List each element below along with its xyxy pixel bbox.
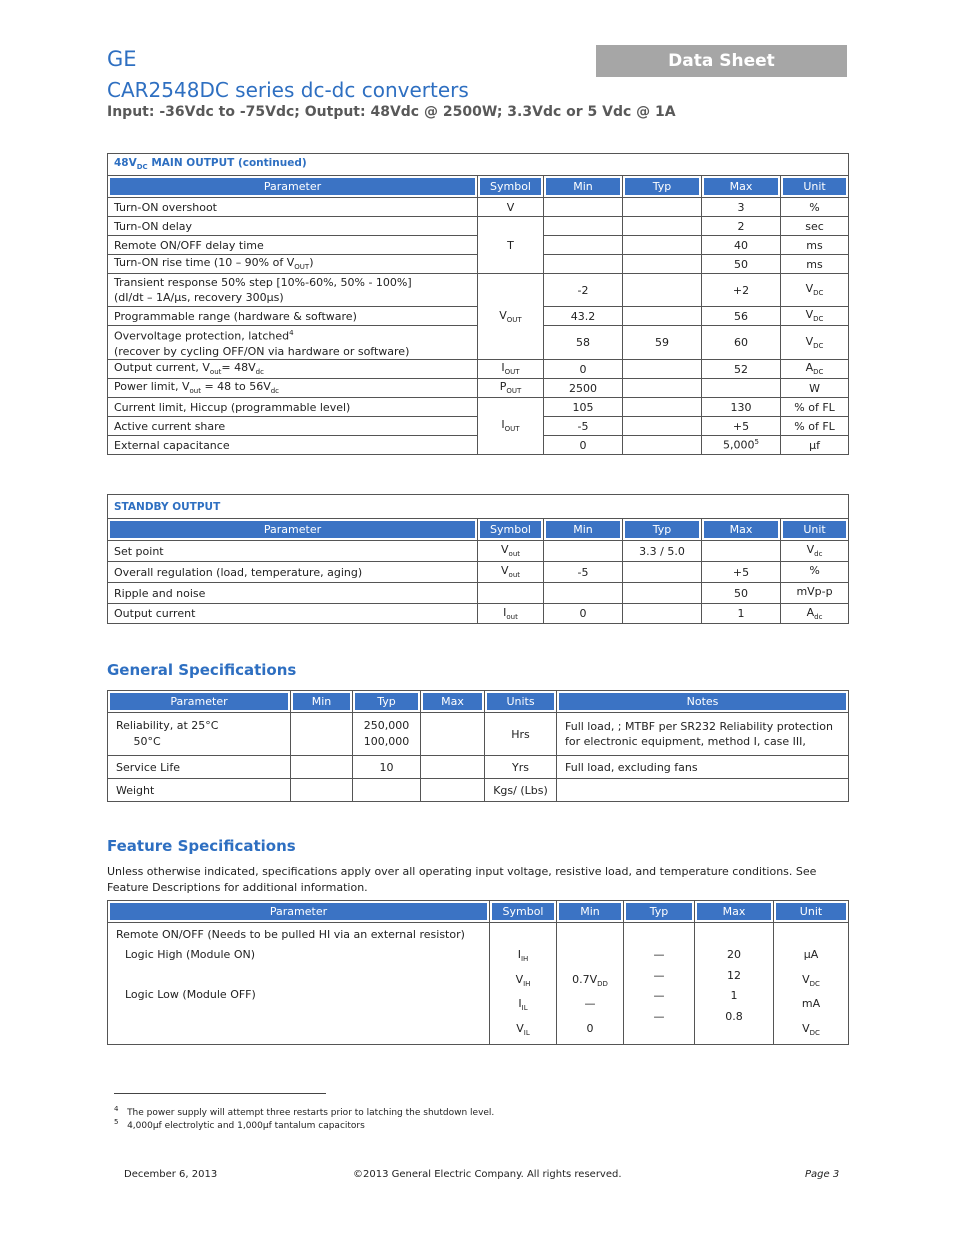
page-subtitle: Input: -36Vdc to -75Vdc; Output: 48Vdc @ 2500W; 3.3Vdc or 5 Vdc @ 1A <box>107 104 676 120</box>
table-row: Weight Kgs/ (Lbs) <box>108 779 849 802</box>
col-header: Min <box>544 176 623 198</box>
col-header: Parameter <box>108 691 291 713</box>
footer-copyright: ©2013 General Electric Company. All rights reserved. <box>353 1169 622 1180</box>
table-row: Remote ON/OFF (Needs to be pulled HI via an external resistor) Logic High (Module ON) Logic Low (Module OFF) $I_{IH}$ $V_{IH}$ $I_{IL}$ $V_{IL}$ $0.7V_{DD}$ — 0 — — — — 20 12 1 0.8 µA $V_{DC}$ mA $V_{DC}$ <box>108 923 849 1045</box>
footnote: $^5$ 4,000µf electrolytic and 1,000µf tantalum capacitors <box>114 1118 365 1131</box>
col-header: Typ <box>624 901 695 923</box>
footnote: $^4$ The power supply will attempt three restarts prior to latching the shutdown level. <box>114 1105 495 1118</box>
col-header: Units <box>485 691 557 713</box>
symbol-cell: T <box>478 217 544 274</box>
table-row: Turn-ON overshoot V 3 % <box>108 198 849 217</box>
general-specs-table <box>107 690 849 802</box>
col-header: Min <box>544 519 623 541</box>
table-row: Overall regulation (load, temperature, aging) $V_{out}$ -5 +5 % <box>108 562 849 583</box>
table-row: Power limit, $V_{out} = 48$ to $56V_{dc}$ $P_{OUT}$ 2500 W <box>108 379 849 398</box>
table-row: Set point $V_{out}$ 3.3 / 5.0 $V_{dc}$ <box>108 541 849 562</box>
feature-specs-intro: Unless otherwise indicated, specifications apply over all operating input voltage, resistive load, and temperature conditions. See Feature Descriptions for additional information. <box>107 865 817 894</box>
table-row: Current limit, Hiccup (programmable level) $I_{OUT}$ 105 130 % of FL <box>108 398 849 417</box>
table-row: Remote ON/OFF delay time 40 ms <box>108 236 849 255</box>
standby-output-table <box>107 494 849 624</box>
col-header: Typ <box>353 691 421 713</box>
footer-date: December 6, 2013 <box>124 1169 218 1180</box>
table-row: Turn-ON rise time (10 – 90% of $V_{OUT}$) 50 ms <box>108 255 849 274</box>
col-header: Parameter <box>108 519 478 541</box>
table-row: Overvoltage protection, latched$^4$ (recover by cycling OFF/ON via hardware or software) 58 59 60 $V_{DC}$ <box>108 326 849 360</box>
col-header: Parameter <box>108 176 478 198</box>
table-caption: $48V_{DC}$ MAIN OUTPUT (continued) <box>108 154 849 176</box>
col-header: Max <box>702 176 781 198</box>
col-header: Notes <box>557 691 849 713</box>
col-header: Symbol <box>490 901 557 923</box>
table-row: Ripple and noise 50 mVp-p <box>108 583 849 604</box>
col-header: Parameter <box>108 901 490 923</box>
col-header: Symbol <box>478 176 544 198</box>
table-row: Active current share -5 +5 % of FL <box>108 417 849 436</box>
symbol-cell: $I_{OUT}$ <box>478 398 544 455</box>
col-header: Min <box>291 691 353 713</box>
table-header-row <box>108 901 849 923</box>
col-header: Unit <box>781 176 849 198</box>
feature-specs-table <box>107 900 849 1045</box>
table-header-row <box>108 176 849 198</box>
page-number: Page 3 <box>805 1169 840 1180</box>
general-specs-heading: General Specifications <box>107 661 297 679</box>
table-row: Turn-ON delay T 2 sec <box>108 217 849 236</box>
col-header: Typ <box>623 519 702 541</box>
table-row: External capacitance 0 5,000$^5$ µf <box>108 436 849 455</box>
col-header: Unit <box>774 901 849 923</box>
table-row: Programmable range (hardware & software) 43.2 56 $V_{DC}$ <box>108 307 849 326</box>
footnote-separator <box>114 1093 326 1094</box>
table-row: Output current $I_{out}$ 0 1 $A_{dc}$ <box>108 604 849 624</box>
col-header: Typ <box>623 176 702 198</box>
table-row: Service Life 10 Yrs Full load, excluding fans <box>108 756 849 779</box>
symbol-cell: $V_{OUT}$ <box>478 274 544 360</box>
col-header: Max <box>702 519 781 541</box>
page-title: CAR2548DC series dc-dc converters <box>107 78 469 102</box>
col-header: Max <box>695 901 774 923</box>
col-header: Unit <box>781 519 849 541</box>
col-header: Symbol <box>478 519 544 541</box>
table-header-row <box>108 691 849 713</box>
table-row: Transient response 50% step [10%-60%, 50% - 100%] (dI/dt – 1A/µs, recovery 300µs) $V_{OUT}$ -2 +2 $V_{DC}$ <box>108 274 849 307</box>
main-output-table <box>107 153 849 455</box>
data-sheet-badge: Data Sheet <box>596 45 847 77</box>
col-header: Min <box>557 901 624 923</box>
col-header: Max <box>421 691 485 713</box>
brand-logo-text: GE <box>107 47 137 71</box>
table-header-row <box>108 519 849 541</box>
table-caption: STANDBY OUTPUT <box>108 495 849 519</box>
feature-specs-heading: Feature Specifications <box>107 837 296 855</box>
table-row: Output current, $V_{out}= 48V_{dc}$ $I_{OUT}$ 0 52 $A_{DC}$ <box>108 360 849 379</box>
table-row: Reliability, at 25°C 50°C 250,000 100,000 Hrs Full load, ; MTBF per SR232 Reliability protection for electronic equipment, method I, case III, <box>108 713 849 756</box>
